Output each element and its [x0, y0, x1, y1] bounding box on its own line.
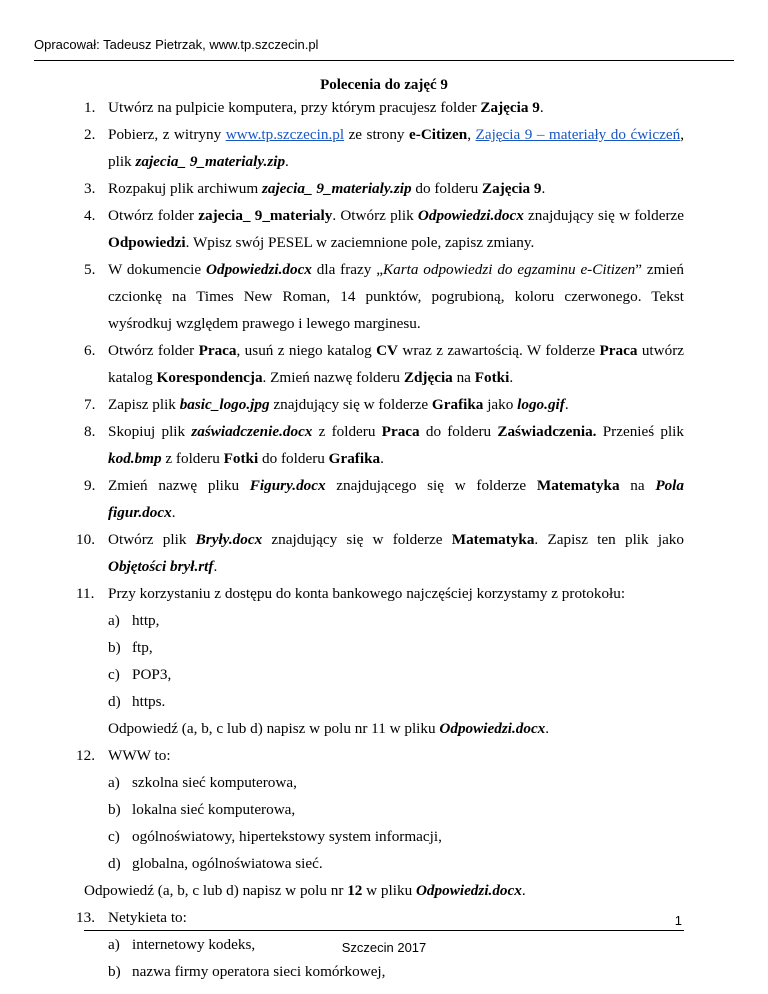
instruction-10: 10. Otwórz plik Bryły.docx znajdujący się w folderze Matematyka. Zapisz ten plik jako Objętości brył.rtf.	[84, 526, 684, 580]
item-number: 1.	[84, 99, 96, 116]
item-number: 2.	[84, 126, 96, 143]
instruction-6: 6. Otwórz folder Praca, usuń z niego katalog CV wraz z zawartością. W folderze Praca utwórz katalog Korespondencja. Zmień nazwę folderu Zdjęcia na Fotki.	[84, 337, 684, 391]
item-number: 13.	[76, 909, 95, 926]
item-number: 8.	[84, 423, 96, 440]
answer-option: b) nazwa firmy operatora sieci komórkowej,	[108, 963, 386, 980]
page-footer: Szczecin 2017	[341, 940, 427, 955]
answer-option: a) http,	[108, 612, 160, 629]
answer-option: d) https.	[108, 693, 166, 710]
document-body	[76, 94, 685, 985]
item-number: 6.	[84, 342, 96, 359]
question-11: 11. Przy korzystaniu z dostępu do konta bankowego najczęściej korzystamy z protokołu:	[84, 580, 684, 607]
instruction-8: 8. Skopiuj plik zaświadczenie.docx z folderu Praca do folderu Zaświadczenia. Przenieś plik kod.bmp z folderu Fotki do folderu Grafika.	[84, 418, 684, 472]
instruction-4: 4. Otwórz folder zajecia_ 9_materialy. Otwórz plik Odpowiedzi.docx znajdujący się w folderze Odpowiedzi. Wpisz swój PESEL w zaciemnione pole, zapisz zmiany.	[84, 202, 684, 256]
instruction-1: 1. Utwórz na pulpicie komputera, przy którym pracujesz folder Zajęcia 9.	[84, 94, 684, 121]
answer-option: c) POP3,	[108, 666, 172, 683]
answer-option: b) lokalna sieć komputerowa,	[108, 801, 296, 818]
answer-option: d) globalna, ogólnoświatowa sieć.	[108, 855, 323, 872]
answer-option: c) ogólnoświatowy, hipertekstowy system informacji,	[108, 828, 442, 845]
page-number: 1	[674, 913, 682, 928]
question-12: 12. WWW to:	[84, 742, 684, 769]
answer-instruction: Odpowiedź (a, b, c lub d) napisz w polu nr 11 w pliku Odpowiedzi.docx.	[108, 720, 550, 737]
item-number: 12.	[76, 747, 95, 764]
item-number: 9.	[84, 477, 96, 494]
instruction-7: 7. Zapisz plik basic_logo.jpg znajdujący się w folderze Grafika jako logo.gif.	[84, 391, 684, 418]
document-title: Polecenia do zajęć 9	[320, 77, 448, 93]
instruction-9: 9. Zmień nazwę pliku Figury.docx znajdującego się w folderze Matematyka na Pola figur.docx.	[84, 472, 684, 526]
footer-rule	[84, 930, 684, 931]
instruction-2: 2. Pobierz, z witryny www.tp.szczecin.pl ze strony e-Citizen, Zajęcia 9 – materiały do ćwiczeń, plik zajecia_ 9_materialy.zip.	[84, 121, 684, 175]
item-number: 10.	[76, 531, 95, 548]
instruction-5: 5. W dokumencie Odpowiedzi.docx dla frazy „Karta odpowiedzi do egzaminu e-Citizen” zmień czcionkę na Times New Roman, 14 punktów, pogrubioną, koloru czerwonego. Tekst wyśrodkuj względem prawego i lewego marginesu.	[84, 256, 684, 337]
item-number: 7.	[84, 396, 96, 413]
item-number: 3.	[84, 180, 96, 197]
item-number: 5.	[84, 261, 96, 278]
instruction-3: 3. Rozpakuj plik archiwum zajecia_ 9_materialy.zip do folderu Zajęcia 9.	[84, 175, 684, 202]
materials-link[interactable]: Zajęcia 9 – materiały do ćwiczeń	[475, 126, 681, 143]
site-link[interactable]: www.tp.szczecin.pl	[225, 126, 345, 143]
header-rule	[34, 60, 734, 61]
answer-option: a) internetowy kodeks,	[108, 936, 256, 953]
question-13: 13. Netykieta to:	[84, 904, 684, 931]
page-header: Opracował: Tadeusz Pietrzak, www.tp.szczecin.pl	[34, 37, 319, 52]
item-number: 4.	[84, 207, 96, 224]
answer-option: b) ftp,	[108, 639, 153, 656]
item-number: 11.	[76, 585, 95, 602]
answer-instruction: Odpowiedź (a, b, c lub d) napisz w polu nr 12 w pliku Odpowiedzi.docx.	[84, 882, 526, 899]
answer-option: a) szkolna sieć komputerowa,	[108, 774, 297, 791]
